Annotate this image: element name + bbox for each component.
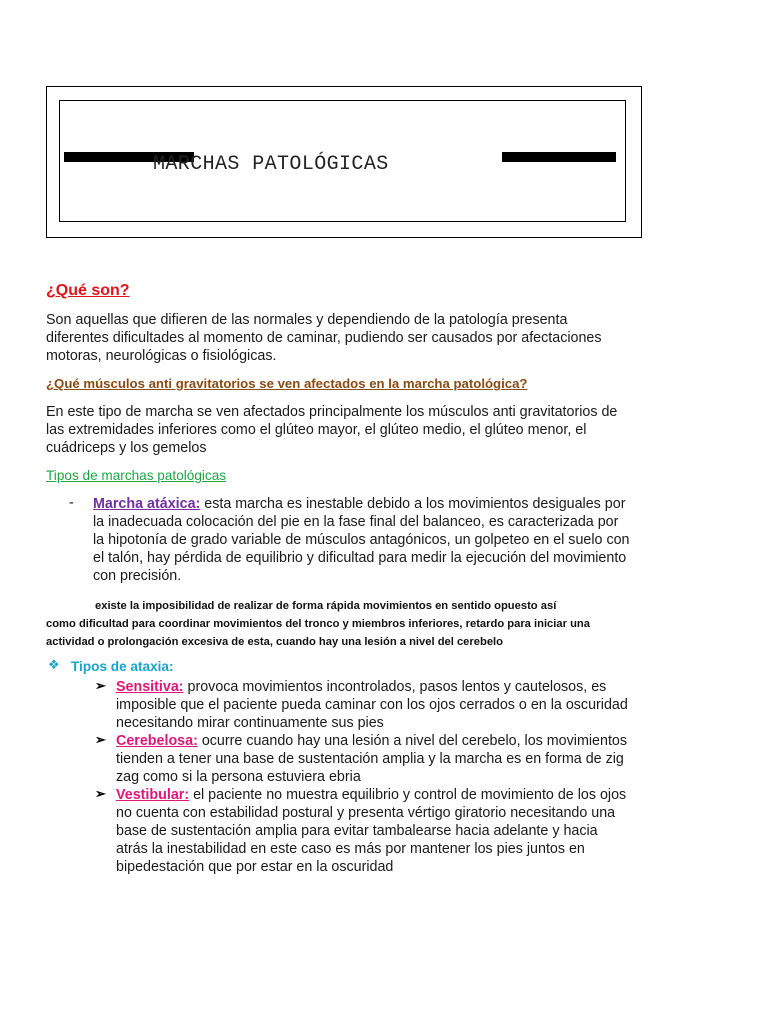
note-line: existe la imposibilidad de realizar de forma rápida movimientos en sentido opuesto así xyxy=(95,600,557,612)
diamond-bullet-icon: ❖ xyxy=(48,657,60,672)
heading-tipos-marchas: Tipos de marchas patológicas xyxy=(46,468,227,483)
text-line: la hipotonía de grado variable de músculos antagónicos, un golpeteo en el suelo con xyxy=(93,532,630,548)
term-vestibular: Vestibular: xyxy=(116,787,190,803)
text-line-rest: ocurre cuando hay una lesión a nivel del cerebelo, los movimientos xyxy=(197,733,628,749)
text-line: zag como si la persona estuviera ebria xyxy=(116,769,361,785)
text-line: necesitando mirar continuamente sus pies xyxy=(116,715,384,731)
dash-bullet: - xyxy=(69,495,74,511)
text-line: imposible que el paciente pueda caminar con los ojos cerrados o en la oscuridad xyxy=(116,697,628,713)
paragraph-muscles xyxy=(46,403,617,457)
list-item-marcha-ataxica xyxy=(93,495,630,585)
arrow-bullet-icon: ➢ xyxy=(95,786,106,801)
text-line-rest: el paciente no muestra equilibrio y control de movimiento de los ojos xyxy=(189,787,627,803)
term-cerebelosa: Cerebelosa: xyxy=(116,733,198,749)
title-bar-right xyxy=(502,152,616,162)
text-line: En este tipo de marcha se ven afectados principalmente los músculos anti gravitatorios de xyxy=(46,404,618,420)
list-item-vestibular xyxy=(116,786,626,876)
list-item-sensitiva xyxy=(116,678,628,732)
heading-muscles: ¿Qué músculos anti gravitatorios se ven afectados en la marcha patológica? xyxy=(46,376,528,391)
paragraph-definition xyxy=(46,311,602,365)
text-line: tienden a tener una base de sustentación amplia y la marcha es en forma de zig xyxy=(116,751,624,767)
text-line: diferentes dificultades al momento de caminar, pudiendo ser causados por afectaciones xyxy=(46,330,602,346)
note-line: actividad o prolongación excesiva de esta, cuando hay una lesión a nivel del cerebelo xyxy=(46,636,503,648)
note-line: como dificultad para coordinar movimientos del tronco y miembros inferiores, retardo para iniciar una xyxy=(46,618,590,630)
text-line xyxy=(116,678,628,696)
text-line: base de sustentación amplia para evitar tambalearse hacia adelante y hacia xyxy=(116,823,598,839)
text-line: motoras, neurológicas o fisiológicas. xyxy=(46,348,277,364)
text-line: Son aquellas que difieren de las normales y dependiendo de la patología presenta xyxy=(46,312,568,328)
arrow-bullet-icon: ➢ xyxy=(95,678,106,693)
term-sensitiva: Sensitiva: xyxy=(116,679,184,695)
text-line: el talón, hay pérdida de equilibrio y dificultad para medir la ejecución del movimiento xyxy=(93,550,627,566)
text-line: con precisión. xyxy=(93,568,182,584)
text-line: la inadecuada colocación del pie en la fase final del balanceo, es caracterizada por xyxy=(93,514,619,530)
document-title: MARCHAS PATOLÓGICAS xyxy=(153,153,389,176)
term-marcha-ataxica: Marcha atáxica: xyxy=(93,496,201,512)
heading-que-son: ¿Qué son? xyxy=(46,282,130,299)
heading-tipos-ataxia: Tipos de ataxia: xyxy=(71,659,174,674)
text-line xyxy=(93,495,630,513)
text-line: las extremidades inferiores como el glúteo mayor, el glúteo medio, el glúteo menor, el xyxy=(46,422,587,438)
text-line xyxy=(116,786,626,804)
text-line xyxy=(116,732,627,750)
text-line: no cuenta con estabilidad postural y presenta vértigo giratorio necesitando una xyxy=(116,805,616,821)
arrow-bullet-icon: ➢ xyxy=(95,732,106,747)
text-line: bipedestación que por estar en la oscuridad xyxy=(116,859,394,875)
text-line-rest: esta marcha es inestable debido a los movimientos desiguales por xyxy=(200,496,626,512)
text-line: cuádriceps y los gemelos xyxy=(46,440,207,456)
text-line: atrás la inestabilidad en este caso es más por mantener los pies juntos en xyxy=(116,841,585,857)
text-line-rest: provoca movimientos incontrolados, pasos lentos y cautelosos, es xyxy=(183,679,607,695)
list-item-cerebelosa xyxy=(116,732,627,786)
